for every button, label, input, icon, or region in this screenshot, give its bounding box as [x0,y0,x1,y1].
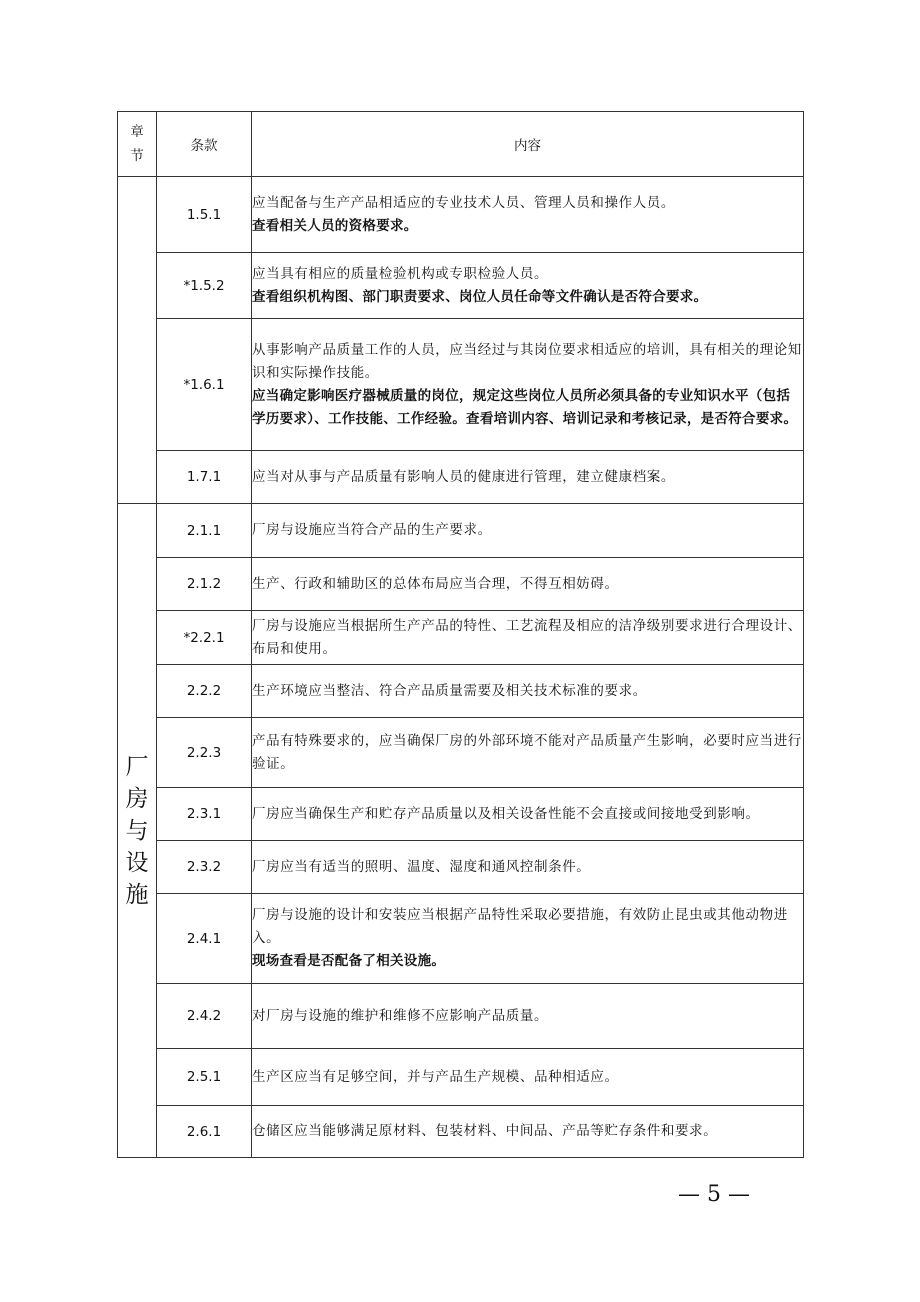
clause-number: *2.2.1 [157,611,252,665]
clause-number: 2.3.1 [157,788,252,841]
content-cell [252,558,804,611]
clause-number: 2.1.1 [157,504,252,558]
table-row [118,841,804,894]
requirement-text: 厂房与设施应当根据所生产产品的特性、工艺流程及相应的洁净级别要求进行合理设计、布局和使用。 [252,617,802,657]
requirement-text: 生产环境应当整洁、符合产品质量需要及相关技术标准的要求。 [252,682,647,699]
clause-number: 2.4.2 [157,984,252,1049]
table-row [118,319,804,451]
content-cell [252,253,804,319]
inspection-method-text: 现场查看是否配备了相关设施。 [252,953,446,969]
requirement-text: 生产区应当有足够空间，并与产品生产规模、品种相适应。 [252,1068,619,1085]
requirement-text: 仓储区应当能够满足原材料、包装材料、中间品、产品等贮存条件和要求。 [252,1123,718,1139]
chapter-cell [118,504,157,1158]
header-chapter [118,112,157,177]
clause-number: 2.2.3 [157,718,252,788]
table-row [118,665,804,718]
clause-number: 1.7.1 [157,451,252,504]
clause-number: *1.5.2 [157,253,252,319]
requirement-text: 应当具有相应的质量检验机构或专职检验人员。 [252,265,549,282]
requirement-text: 应当配备与生产产品相适应的专业技术人员、管理人员和操作人员。 [252,194,675,211]
content-cell [252,611,804,665]
table-row [118,788,804,841]
chapter-cell [118,177,157,504]
header-row [118,112,804,177]
table-row [118,611,804,665]
content-cell [252,319,804,451]
content-cell [252,984,804,1049]
clause-number: 2.3.2 [157,841,252,894]
table-row [118,894,804,984]
requirement-text: 对厂房与设施的维护和维修不应影响产品质量。 [252,1007,549,1024]
header-clause: 条款 [157,112,252,177]
page-number: — 5 — [678,1182,750,1207]
header-chapter-label: 章 节 [130,124,144,164]
content-cell [252,177,804,253]
requirement-text: 生产、行政和辅助区的总体布局应当合理，不得互相妨碍。 [252,575,619,592]
requirement-text: 应当对从事与产品质量有影响人员的健康进行管理，建立健康档案。 [252,468,675,485]
requirement-text: 厂房应当确保生产和贮存产品质量以及相关设备性能不会直接或间接地受到影响。 [252,805,760,822]
clause-number: 1.5.1 [157,177,252,253]
requirement-text: 厂房与设施应当符合产品的生产要求。 [252,522,492,538]
content-cell [252,665,804,718]
clause-number: 2.2.2 [157,665,252,718]
content-cell [252,1049,804,1106]
table-row [118,1106,804,1158]
requirement-text: 厂房应当有适当的照明、温度、湿度和通风控制条件。 [252,858,591,875]
inspection-method-text: 应当确定影响医疗器械质量的岗位，规定这些岗位人员所必须具备的专业知识水平（包括学历要求）、工作技能、工作经验。查看培训内容、培训记录和考核记录，是否符合要求。 [252,387,798,427]
clause-number: 2.6.1 [157,1106,252,1158]
requirement-text: 厂房与设施的设计和安装应当根据产品特性采取必要措施，有效防止昆虫或其他动物进入。 [252,907,788,946]
chapter-title: 厂 房 与 设 施 [125,753,149,908]
inspection-method-text: 查看组织机构图、部门职责要求、岗位人员任命等文件确认是否符合要求。 [252,288,708,305]
clause-number: 2.1.2 [157,558,252,611]
table-row [118,451,804,504]
clause-number: *1.6.1 [157,319,252,451]
requirement-text: 产品有特殊要求的，应当确保厂房的外部环境不能对产品质量产生影响，必要时应当进行验证。 [252,732,802,772]
header-content: 内容 [252,112,804,177]
requirements-table [117,111,804,1158]
requirement-text: 从事影响产品质量工作的人员，应当经过与其岗位要求相适应的培训，具有相关的理论知识和实际操作技能。 [252,341,802,381]
content-cell [252,894,804,984]
content-cell [252,451,804,504]
content-cell [252,788,804,841]
table-row [118,253,804,319]
content-cell [252,718,804,788]
clause-number: 2.4.1 [157,894,252,984]
table-row [118,177,804,253]
table-row [118,558,804,611]
inspection-method-text: 查看相关人员的资格要求。 [252,217,418,234]
table-row [118,984,804,1049]
table-row [118,718,804,788]
table-row [118,504,804,558]
clause-number: 2.5.1 [157,1049,252,1106]
content-cell [252,504,804,558]
table-row [118,1049,804,1106]
content-cell [252,1106,804,1158]
content-cell [252,841,804,894]
